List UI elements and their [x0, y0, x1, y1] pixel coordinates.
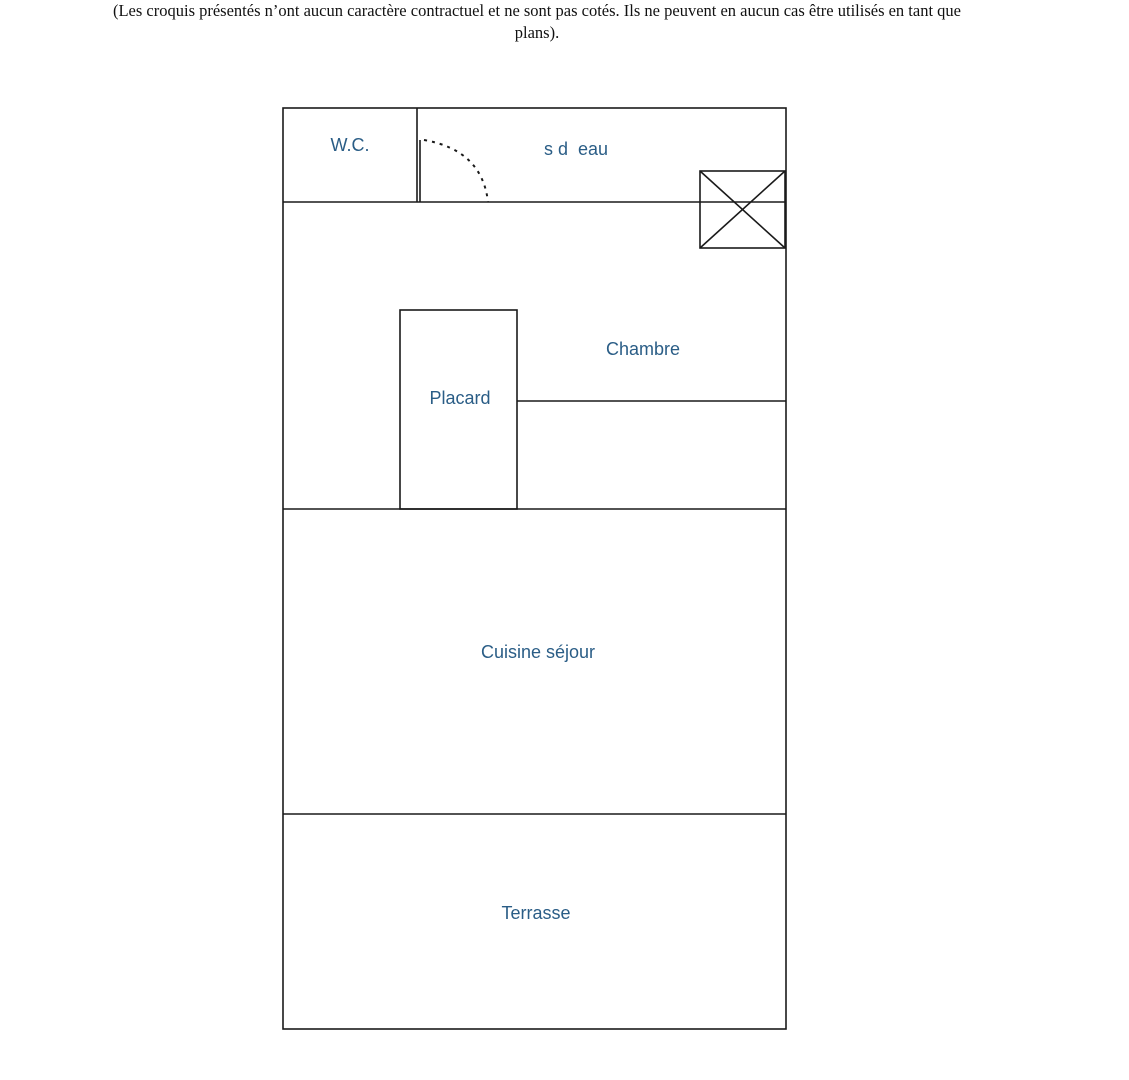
- room-label-terrasse: Terrasse: [501, 903, 571, 923]
- door-swing-arc: [424, 140, 488, 202]
- disclaimer-line-2: plans).: [514, 23, 560, 42]
- room-label-cuisine-sejour: Cuisine séjour: [480, 642, 596, 662]
- room-label-wc: W.C.: [330, 135, 370, 155]
- room-label-chambre: Chambre: [605, 339, 681, 359]
- room-label-salle-d-eau: s d eau: [543, 139, 609, 159]
- disclaimer-line-1: (Les croquis présentés n’ont aucun caractère contractuel et ne sont pas cotés. Ils ne peuvent en aucun cas être utilisés en tant que: [112, 1, 962, 20]
- room-label-placard: Placard: [429, 388, 491, 408]
- placard-wall: [400, 310, 517, 509]
- outer-wall: [283, 108, 786, 1029]
